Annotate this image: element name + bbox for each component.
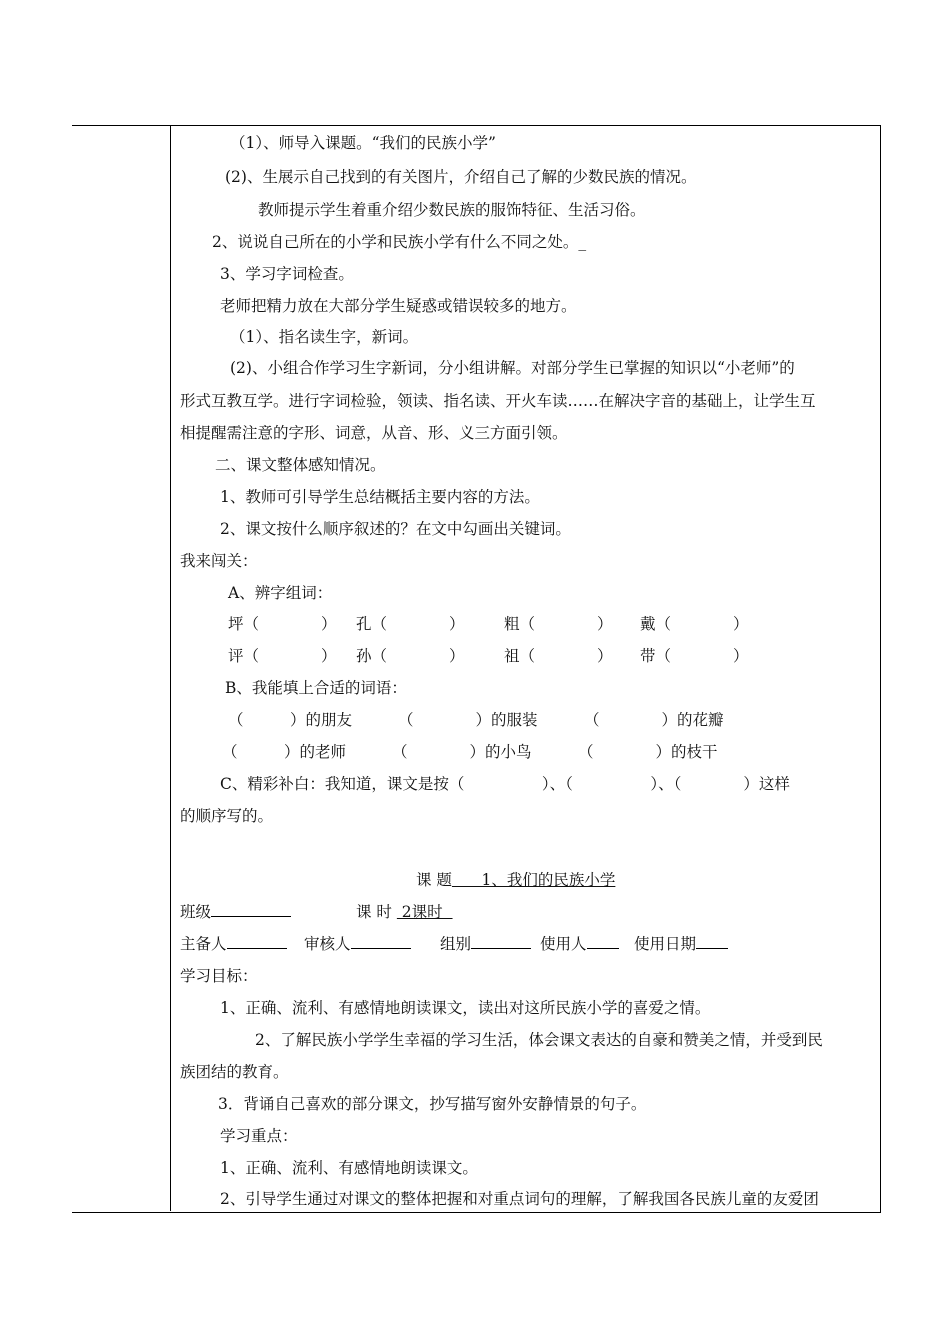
text-line: 3、学习字词检查。 [220, 265, 354, 283]
text-line: （1）、师导入课题。“我们的民族小学” [230, 134, 496, 152]
date-field [634, 934, 728, 954]
text-line: 相提醒需注意的字形、词意，从音、形、义三方面引领。 [180, 424, 568, 442]
goals-heading: 学习目标： [180, 967, 258, 985]
keypoint-item: 2、引导学生通过对课文的整体把握和对重点词句的理解，了解我国各民族儿童的友爱团 [220, 1190, 819, 1208]
reviewer-label: 审核人 [304, 935, 351, 953]
hours-label: 课 时 [356, 903, 392, 921]
user-field [540, 934, 619, 954]
text-line: 2、课文按什么顺序叙述的？在文中勾画出关键词。 [220, 520, 571, 538]
goal-item: 3．背诵自己喜欢的部分课文，抄写描写窗外安静情景的句子。 [218, 1095, 647, 1113]
text-line: （1）、指名读生字，新词。 [230, 328, 419, 346]
char-cell: 评（ ） [228, 647, 337, 665]
column-divider [170, 125, 171, 1211]
char-cell: 带（ ） [640, 647, 749, 665]
exercise-a-heading: A、辨字组词： [228, 584, 333, 602]
text-line: 教师提示学生着重介绍少数民族的服饰特征、生活习俗。 [258, 201, 646, 219]
fill-cell: （ ）的花瓣 [584, 711, 724, 729]
fill-cell: （ ）的服装 [398, 711, 538, 729]
char-cell: 坪（ ） [228, 615, 337, 633]
date-label: 使用日期 [634, 935, 697, 953]
date-blank [696, 934, 728, 949]
char-cell: 孔（ ） [356, 615, 465, 633]
text-line: (2)、小组合作学习生字新词，分小组讲解。对部分学生已掌握的知识以“小老师”的 [230, 359, 795, 377]
group-label: 组别 [440, 935, 472, 953]
text-line: 形式互教互学。进行字词检验，领读、指名读、开火车读……在解决字音的基础上，让学生互 [180, 392, 816, 410]
section-heading: 二、课文整体感知情况。 [215, 456, 386, 474]
char-row [228, 614, 760, 634]
char-cell: 粗（ ） [504, 615, 613, 633]
user-label: 使用人 [540, 935, 587, 953]
keypoints-heading: 学习重点： [220, 1127, 298, 1145]
keypoint-item: 1、正确、流利、有感情地朗读课文。 [220, 1159, 478, 1177]
text-line: 的顺序写的。 [180, 807, 274, 825]
lesson-title-label: 课 题 [416, 871, 452, 889]
text-line: 2、说说自己所在的小学和民族小学有什么不同之处。_ [212, 233, 587, 251]
lesson-title-value: 1、我们的民族小学 [451, 871, 616, 889]
char-cell: 戴（ ） [640, 615, 749, 633]
class-label: 班级 [180, 903, 212, 921]
fill-cell: （ ）的枝干 [578, 743, 718, 761]
fill-cell: （ ）的小鸟 [392, 743, 532, 761]
fill-cell: （ ）的老师 [222, 743, 347, 761]
text-line: 1、教师可引导学生总结概括主要内容的方法。 [220, 488, 540, 506]
class-blank [211, 902, 291, 917]
goal-item: 2、了解民族小学学生幸福的学习生活，体会课文表达的自豪和赞美之情，并受到民 [255, 1031, 823, 1049]
hours-field [356, 902, 453, 922]
text-line: (2)、生展示自己找到的有关图片，介绍自己了解的少数民族的情况。 [225, 168, 697, 186]
hours-value: 2课时 [396, 903, 453, 921]
char-row [228, 646, 760, 666]
lead-label: 主备人 [180, 935, 227, 953]
goal-item: 族团结的教育。 [180, 1063, 289, 1081]
reviewer-blank [351, 934, 411, 949]
char-cell: 孙（ ） [356, 647, 465, 665]
goal-item: 1、正确、流利、有感情地朗读课文，读出对这所民族小学的喜爱之情。 [220, 999, 711, 1017]
fill-row [228, 710, 764, 730]
exercise-b-heading: B、我能填上合适的词语： [225, 679, 407, 697]
text-line: 老师把精力放在大部分学生疑惑或错误较多的地方。 [220, 297, 577, 315]
group-field [440, 934, 531, 954]
fill-row [222, 742, 758, 762]
text-line: C、精彩补白：我知道，课文是按（ ）、（ ）、（ ）这样 [220, 775, 790, 793]
lesson-title [416, 870, 615, 890]
class-field [180, 902, 291, 922]
fill-cell: （ ）的朋友 [228, 711, 353, 729]
char-cell: 祖（ ） [504, 647, 613, 665]
reviewer-field [304, 934, 411, 954]
text-line: 我来闯关： [180, 552, 258, 570]
lead-blank [227, 934, 287, 949]
staff-row [180, 934, 287, 954]
group-blank [471, 934, 531, 949]
user-blank [587, 934, 619, 949]
